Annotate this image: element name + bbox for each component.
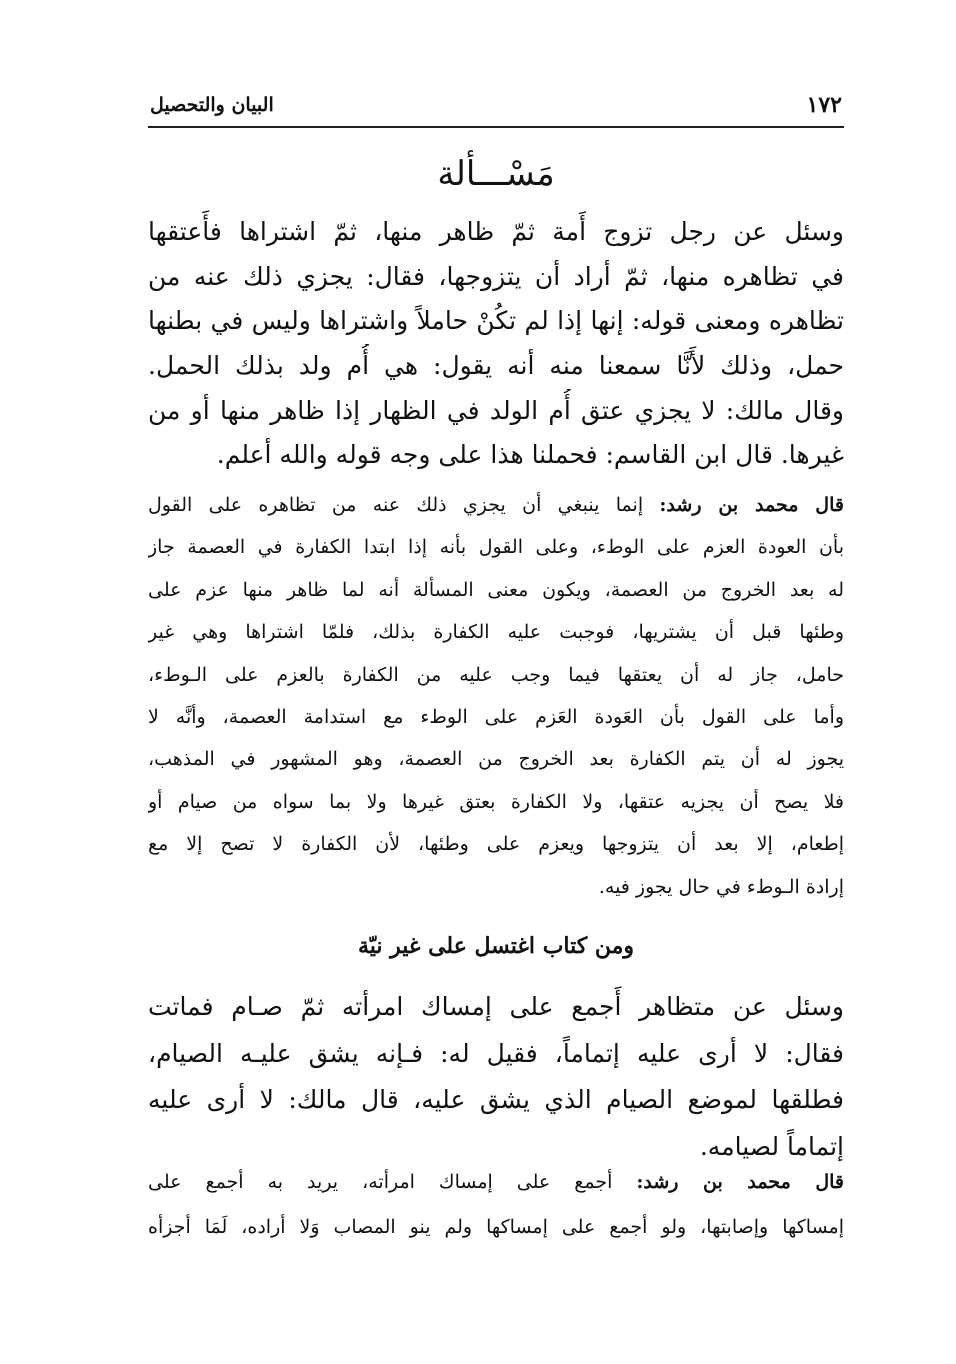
commentary-lead: قال محمد بن رشد: (659, 494, 844, 516)
section-heading: ومن كتاب اغتسل على غير نيّة (357, 933, 635, 959)
masala-heading: مَسْـــألة (437, 154, 555, 194)
text-line: له بعد الخروج من العصمة، ويكون معنى المسألة أنه لما ظاهر منها عزم على (148, 578, 844, 601)
text-line: غيرها. قال ابن القاسم: فحملنا هذا على وجه قوله والله أعلم. (216, 440, 844, 470)
text-line: وسئل عن متظاهر أَجمع على إمساك امرأته ثمّ صـام فماتت (148, 992, 844, 1021)
question-paragraph-1 (148, 210, 844, 478)
text-line: حامل، جاز له أن يعتقها فيما وجب عليه من الكفارة بالعزم على الـوطء، (148, 663, 844, 686)
page-number: ١٧٢ (806, 92, 842, 118)
commentary-paragraph-2 (148, 1160, 844, 1250)
text-line (148, 484, 844, 526)
text-line: إمساكها وإصابتها، ولو أجمع على إمساكها ولم ينو المصاب وَلا أراده، لَمَا أجزأه (148, 1216, 844, 1238)
text-line: فقال: لا أرى عليه إتماماً، فقيل له: فـإنه يشق عليـه الصيام، (148, 1038, 844, 1068)
text-line: إطعام، إلا بعد أن يتزوجها ويعزم على وطئها، لأن الكفارة لا تصح إلا مع (148, 833, 844, 856)
page-header (148, 92, 844, 128)
text-line: فطلقها لموضع الصيام الذي يشق عليه، قال مالك: لا أرى عليه (148, 1085, 844, 1114)
text-line: وأما على القول بأن العَودة العَزم على الوطء مع استدامة العصمة، وأنَّه لا (148, 705, 844, 728)
commentary-text: أجمع على إمساك امرأته، يريد به أجمع على (148, 1171, 637, 1193)
text-line: إرادة الـوطء في حال يجوز فيه. (598, 875, 844, 898)
text-line: إتماماً لصيامه. (699, 1131, 844, 1161)
commentary-paragraph-1 (148, 484, 844, 908)
commentary-lead: قال محمد بن رشد: (636, 1171, 844, 1193)
text-line: تظاهره ومعنى قوله: إنها إذا لم تكُنْ حاملاً واشتراها وليس في بطنها (148, 306, 844, 336)
text-line: بأن العودة العزم على الوطء، وعلى القول بأنه إذا ابتدا الكفارة في العصمة جاز (148, 536, 844, 559)
text-line: فلا يصح أن يجزيه عتقها، ولا الكفارة بعتق غيرها ولا بما سواه من صيام أو (148, 790, 844, 813)
question-paragraph-2 (148, 984, 844, 1170)
text-line: حمل، وذلك لأَنَّا سمعنا منه أنه يقول: هي أُم ولد بذلك الحمل. (148, 351, 844, 381)
commentary-text: إنما ينبغي أن يجزي ذلك عنه من تظاهره على القول (148, 494, 660, 516)
text-line (148, 1160, 844, 1205)
running-title: البيان والتحصيل (150, 94, 274, 116)
text-line: وطئها قبل أن يشتريها، فوجبت عليه الكفارة بذلك، فلمّا اشتراها وهي غير (148, 621, 844, 644)
text-line: يجوز له أن يتم الكفارة بعد الخروج من العصمة، وهو المشهور في المذهب، (148, 748, 844, 771)
text-line: في تظاهره منها، ثمّ أراد أن يتزوجها، فقال: يجزي ذلك عنه من (148, 261, 844, 291)
text-line: وسئل عن رجل تزوج أَمة ثمّ ظاهر منها، ثمّ اشتراها فأَعتقها (148, 217, 844, 246)
text-line: وقال مالك: لا يجزي عتق أُم الولد في الظهار إذا ظاهر منها أو من (148, 395, 844, 425)
